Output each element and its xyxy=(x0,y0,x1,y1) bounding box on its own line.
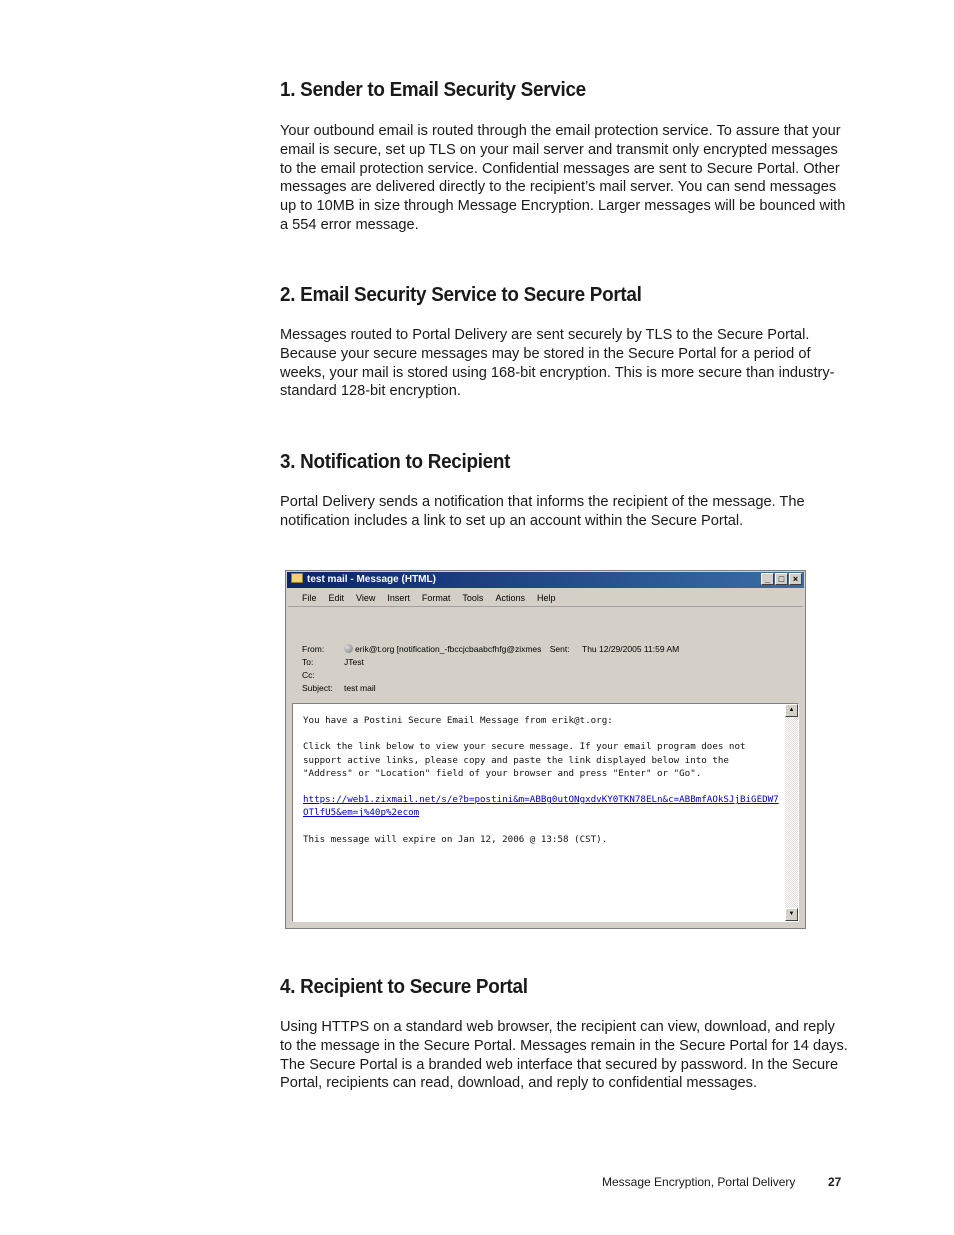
from-value: erik@t.org [notification_-fbccjcbaabcfhfg@zixmes xyxy=(355,644,542,654)
message-intro: You have a Postini Secure Email Message from erik@t.org: xyxy=(303,715,613,726)
subject-label: Subject: xyxy=(302,683,333,693)
menu-bar xyxy=(288,590,803,607)
menu-file[interactable]: File xyxy=(302,593,317,603)
to-label: To: xyxy=(302,657,314,667)
window-titlebar xyxy=(287,572,804,588)
maximize-icon[interactable]: □ xyxy=(775,573,788,585)
sent-value: Thu 12/29/2005 11:59 AM xyxy=(582,644,680,654)
scroll-up-icon[interactable]: ▲ xyxy=(785,704,798,717)
menu-format[interactable]: Format xyxy=(421,593,451,603)
message-instructions: Click the link below to view your secure message. If your email program does not support active links, please copy and paste the link displayed below into the "Address" or "Location" field of your browser and press "Enter" or "Go". xyxy=(303,741,752,779)
message-expiration: This message will expire on Jan 12, 2006 @ 13:58 (CST). xyxy=(303,833,608,845)
section-2-heading: 2. Email Security Service to Secure Portal xyxy=(280,283,642,306)
menu-tools[interactable]: Tools xyxy=(462,593,484,603)
sent-label: Sent: xyxy=(549,644,570,654)
secure-message-link[interactable]: https://web1.zixmail.net/s/e?b=postini&m=ABBg0utONgxdvKY0TKN78ELn&c=ABBmfAOkSJjBiGEDW7OTlfU5&em=j%40p%2ecom xyxy=(303,794,779,819)
page-footer xyxy=(602,1175,842,1189)
section-3-heading: 3. Notification to Recipient xyxy=(280,450,511,473)
to-row xyxy=(302,657,364,667)
page-number: 27 xyxy=(828,1175,842,1189)
email-message-screenshot xyxy=(285,570,806,929)
cc-row xyxy=(302,670,344,680)
footer-title: Message Encryption, Portal Delivery xyxy=(602,1175,796,1189)
vertical-scrollbar[interactable] xyxy=(785,704,798,921)
subject-value: test mail xyxy=(344,683,376,693)
section-3-body: Portal Delivery sends a notification that informs the recipient of the message. The notification includes a link to set up an account within the Secure Portal. xyxy=(280,494,805,529)
menu-insert[interactable]: Insert xyxy=(387,593,410,603)
window-controls xyxy=(761,573,802,585)
menu-edit[interactable]: Edit xyxy=(328,593,345,603)
scroll-down-icon[interactable]: ▼ xyxy=(785,908,798,921)
cc-label: Cc: xyxy=(302,670,315,680)
message-body[interactable] xyxy=(292,703,799,922)
minimize-icon[interactable]: _ xyxy=(761,573,774,585)
to-value: JTest xyxy=(344,657,364,667)
menu-help[interactable]: Help xyxy=(536,593,556,603)
from-row xyxy=(302,644,679,654)
section-1-body: Your outbound email is routed through the email protection service. To assure that your email is secure, set up TLS on your mail server and transmit only encrypted messages to the email protection service. Confidential messages are sent to Secure Portal. Other messages are delivered directly to the recipient’s mail server. You can send messages up to 10MB in size through Message Encryption. Larger messages will be bounced with a 554 error message. xyxy=(280,123,846,233)
window-title: test mail - Message (HTML) xyxy=(307,574,436,585)
section-4-heading: 4. Recipient to Secure Portal xyxy=(280,975,528,998)
message-text xyxy=(303,714,781,846)
from-label: From: xyxy=(302,644,325,654)
close-icon[interactable]: × xyxy=(789,573,802,585)
envelope-icon xyxy=(291,573,303,583)
section-1-heading: 1. Sender to Email Security Service xyxy=(280,78,586,101)
section-2-body: Messages routed to Portal Delivery are sent securely by TLS to the Secure Portal. Because your secure messages may be stored in the Secure Portal for a period of weeks, your mail is stored using 168-bit encryption. This is more secure than industry-standard 128-bit encryption. xyxy=(280,327,835,400)
menu-view[interactable]: View xyxy=(356,593,376,603)
sender-status-icon xyxy=(344,644,353,653)
section-4-body: Using HTTPS on a standard web browser, the recipient can view, download, and reply to the message in the Secure Portal. Messages remain in the Secure Portal for 14 days. The Secure Portal is a branded web interface that secured by password. In the Secure Portal, recipients can read, download, and reply to confidential messages. xyxy=(280,1019,848,1092)
menu-actions[interactable]: Actions xyxy=(495,593,525,603)
subject-row xyxy=(302,683,376,693)
